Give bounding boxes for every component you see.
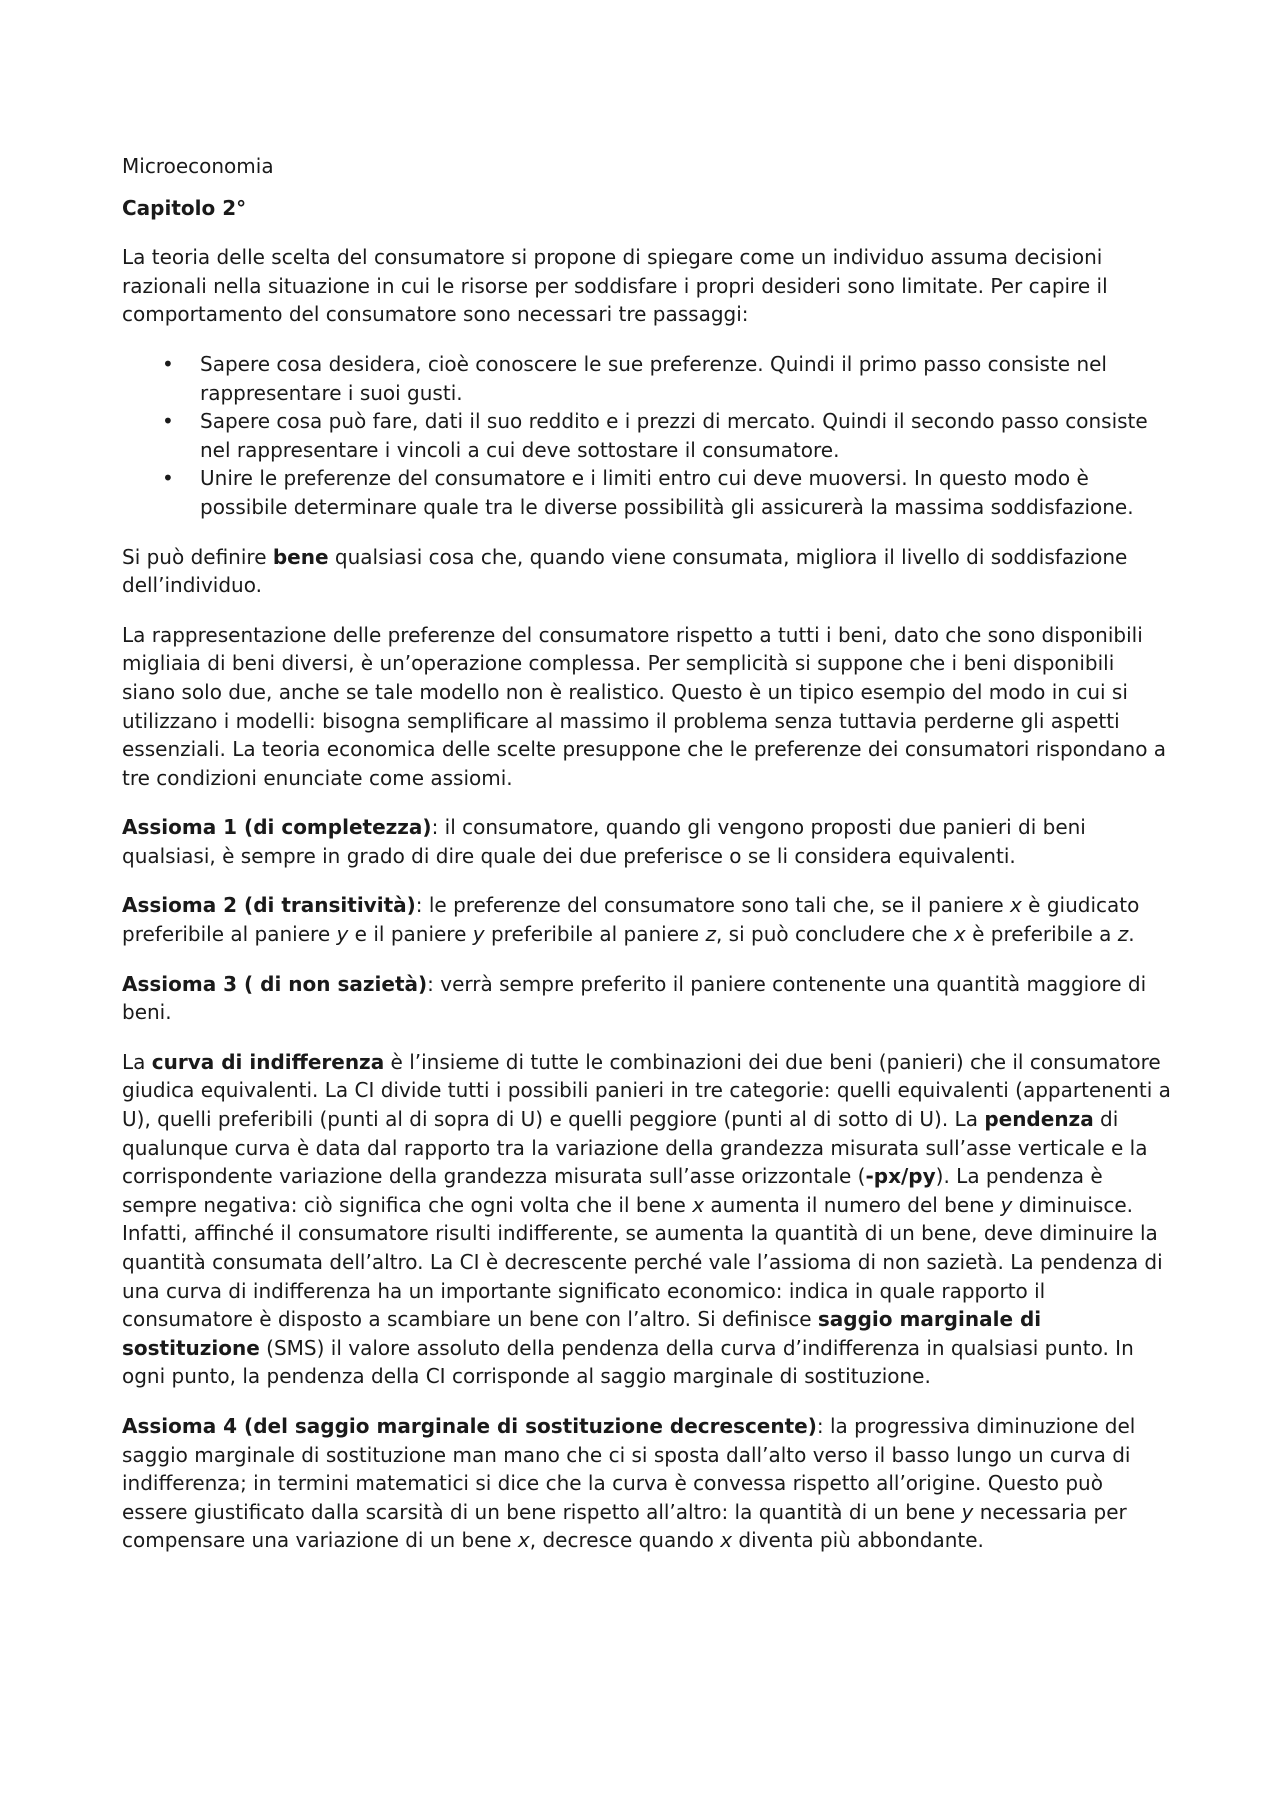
indifference-text: diminuisce. Infatti, affinché il consumatore risulti indifferente, se aumenta la quantità di un bene, deve diminuire la quantità consumata dell’altro. La CI è decrescente perché vale l’assioma di non sazietà. La pendenza di una curva di indifferenza ha un importante significato economico: indica in quale rapporto il consumatore è disposto a scambiare un bene con l’altro. Si definisce xyxy=(122,1192,1163,1332)
axiom-2-text: è giudicato preferibile al paniere xyxy=(122,893,1140,947)
axiom-4-label: Assioma 4 (del saggio marginale di sostituzione decrescente) xyxy=(122,1413,817,1438)
bullet-icon: • xyxy=(162,351,174,376)
intro-paragraph: La teoria delle scelta del consumatore si propone di spiegare come un individuo assuma decisioni razionali nella situazione in cui le risorse per soddisfare i propri desideri sono limitate. Per capire il comportamento del consumatore sono necessari tre passaggi: xyxy=(122,245,1108,327)
var-x: x xyxy=(692,1192,705,1217)
axiom-3-label: Assioma 3 ( di non sazietà) xyxy=(122,971,428,996)
axiom-2-text: . xyxy=(1128,922,1135,947)
bullet-icon: • xyxy=(162,409,174,434)
document-page xyxy=(122,152,1172,1576)
var-x: x xyxy=(517,1528,530,1553)
var-z: z xyxy=(705,922,716,947)
axiom-1-paragraph xyxy=(122,813,1172,870)
axiom-2-text: e il paniere xyxy=(348,922,473,947)
bullet-icon: • xyxy=(162,466,174,491)
var-x: x xyxy=(720,1528,733,1553)
var-y: y xyxy=(472,922,485,947)
var-z: z xyxy=(1117,922,1129,947)
axiom-4-text: : la progressiva diminuzione del saggio marginale di sostituzione man mano che ci si sposta dall’alto verso il basso lungo un curva di indifferenza; in termini matematici si dice che la curva è convessa rispetto all’origine. Questo può essere giustificato dalla scarsità di un bene rispetto all’altro: la quantità di un bene xyxy=(122,1413,1136,1524)
steps-list xyxy=(122,350,1172,522)
indifference-text: La xyxy=(122,1049,152,1074)
axiom-3-paragraph xyxy=(122,970,1172,1027)
var-y: y xyxy=(961,1499,974,1524)
axiom-2-text: , si può concludere che xyxy=(715,922,954,947)
axiom-2-label: Assioma 2 (di transitività) xyxy=(122,893,416,918)
var-x: x xyxy=(1009,893,1022,918)
list-item xyxy=(122,407,1172,464)
indifference-text: (SMS) il valore assoluto della pendenza della curva d’indifferenza in qualsiasi punto. In ogni punto, la pendenza della CI corrisponde al saggio marginale di sostituzione. xyxy=(122,1335,1134,1389)
preferences-paragraph: La rappresentazione delle preferenze del consumatore rispetto a tutti i beni, dato che sono disponibili migliaia di beni diversi, è un’operazione complessa. Per semplicità si suppone che i beni disponibili siano solo due, anche se tale modello non è realistico. Questo è un tipico esempio del modo in cui si utilizzano i modelli: bisogna semplificare al massimo il problema senza tuttavia perderne gli aspetti essenziali. La teoria economica delle scelte presuppone che le preferenze dei consumatori rispondano a tre condizioni enunciate come assiomi. xyxy=(122,622,1167,790)
bene-text-1: Si può definire xyxy=(122,544,273,569)
axiom-2-text: preferibile al paniere xyxy=(484,922,706,947)
var-x: x xyxy=(953,922,966,947)
term-slope: pendenza xyxy=(984,1107,1094,1132)
term-indifference-curve: curva di indifferenza xyxy=(151,1049,385,1074)
indifference-text: ). La pendenza è sempre negativa: ciò significa che ogni volta che il bene xyxy=(122,1164,1103,1217)
axiom-2-paragraph xyxy=(122,891,1172,948)
axiom-1-label: Assioma 1 (di completezza) xyxy=(122,815,432,840)
axiom-4-text: , decresce quando xyxy=(529,1528,721,1553)
indifference-text: di qualunque curva è data dal rapporto tra la variazione della grandezza misurata sull’asse verticale e la corrispondente variazione della grandezza misurata sull’asse orizzontale ( xyxy=(122,1107,1148,1189)
term-price-ratio: -px/py xyxy=(865,1164,936,1189)
term-sms: saggio marginale di sostituzione xyxy=(122,1307,1042,1360)
axiom-1-text: : il consumatore, quando gli vengono proposti due panieri di beni qualsiasi, è sempre in grado di dire quale dei due preferisce o se li considera equivalenti. xyxy=(122,815,1086,868)
var-y: y xyxy=(1000,1192,1013,1217)
list-item-text: Unire le preferenze del consumatore e i limiti entro cui deve muoversi. In questo modo è possibile determinare quale tra le diverse possibilità gli assicurerà la massima soddisfazione. xyxy=(200,466,1134,519)
indifference-text: è l’insieme di tutte le combinazioni dei due beni (panieri) che il consumatore giudica equivalenti. La CI divide tutti i possibili panieri in tre categorie: quelli equivalenti (appartenenti a U), quelli preferibili (punti al di sopra di U) e quelli peggiore (punti al di sotto di U). La xyxy=(122,1049,1171,1132)
list-item xyxy=(122,350,1172,407)
axiom-4-text: necessaria per compensare una variazione di un bene xyxy=(122,1499,1127,1553)
document-title: Microeconomia xyxy=(122,154,274,178)
list-item-text: Sapere cosa può fare, dati il suo reddito e i prezzi di mercato. Quindi il secondo passo consiste nel rappresentare i vincoli a cui deve sottostare il consumatore. xyxy=(200,409,1148,462)
axiom-4-text: diventa più abbondante. xyxy=(732,1528,984,1553)
axiom-2-text: : le preferenze del consumatore sono tali che, se il paniere xyxy=(415,893,1010,918)
var-y: y xyxy=(336,922,349,947)
list-item xyxy=(122,464,1172,521)
indifference-text: aumenta il numero del bene xyxy=(704,1192,1001,1217)
axiom-3-text: : verrà sempre preferito il paniere contenente una quantità maggiore di beni. xyxy=(122,971,1147,1025)
axiom-2-text: è preferibile a xyxy=(965,922,1118,947)
chapter-heading: Capitolo 2° xyxy=(122,195,247,220)
axiom-4-paragraph xyxy=(122,1412,1172,1555)
bene-text-2: qualsiasi cosa che, quando viene consumata, migliora il livello di soddisfazione dell’individuo. xyxy=(122,544,1128,598)
bene-term: bene xyxy=(272,544,329,569)
indifference-curve-paragraph xyxy=(122,1048,1172,1391)
list-item-text: Sapere cosa desidera, cioè conoscere le sue preferenze. Quindi il primo passo consiste nel rappresentare i suoi gusti. xyxy=(200,351,1107,405)
bene-definition-paragraph xyxy=(122,543,1172,600)
